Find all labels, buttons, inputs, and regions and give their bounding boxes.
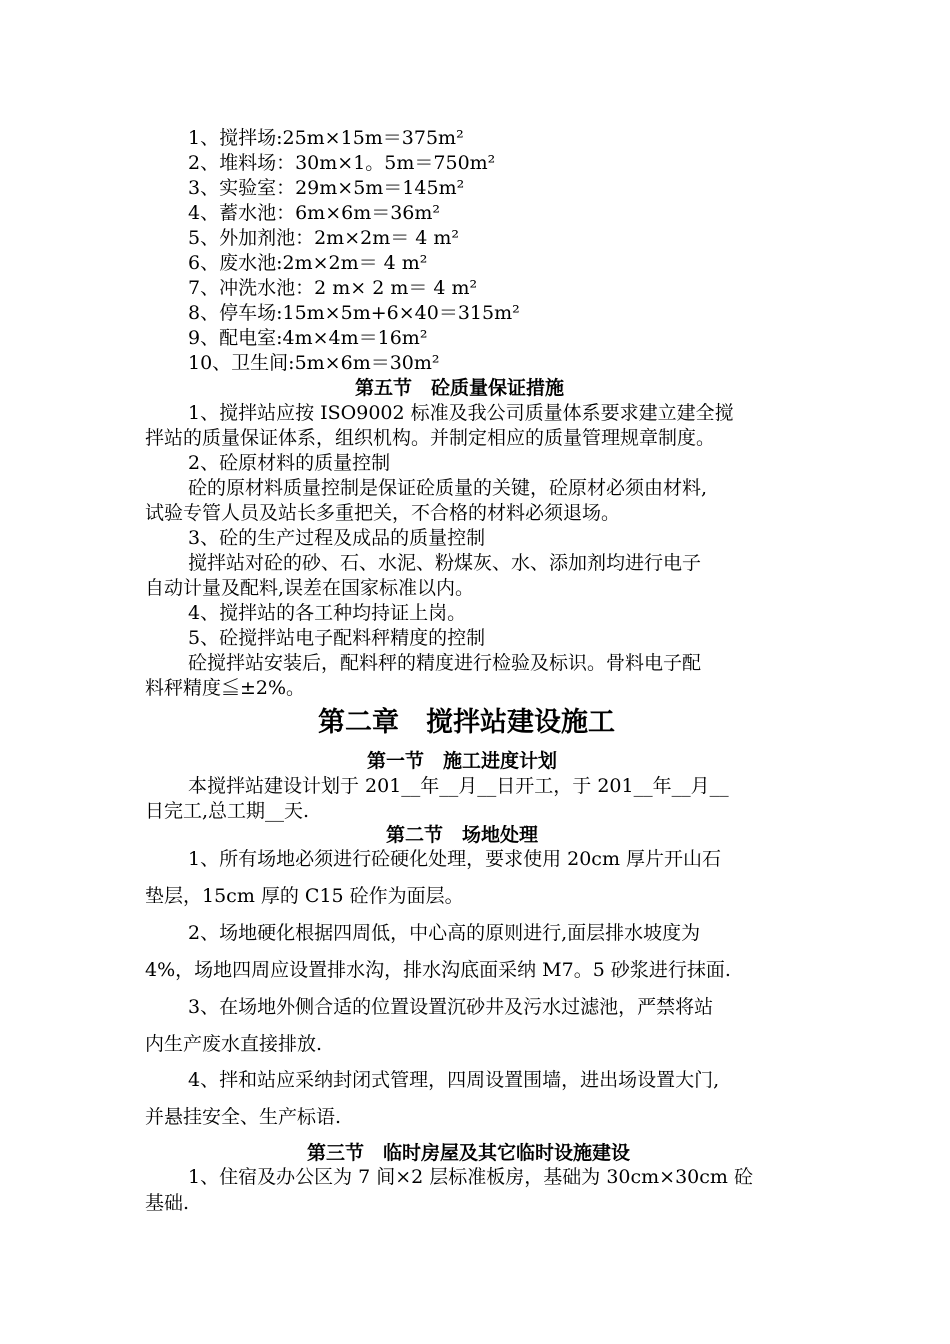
paragraph-line: 2、砼原材料的质量控制 <box>188 452 391 474</box>
paragraph-line: 1、搅拌站应按 ISO9002 标准及我公司质量体系要求建立建全搅 <box>188 402 734 424</box>
paragraph-line: 搅拌站对砼的砂、石、水泥、粉煤灰、水、添加剂均进行电子 <box>188 552 702 574</box>
paragraph-line: 日完工,总工期__天. <box>145 800 310 822</box>
list-item: 6、废水池:2m×2m＝ 4 m² <box>188 252 428 274</box>
list-item: 2、堆料场：30m×1。5m＝750m² <box>188 152 496 174</box>
paragraph-line: 1、住宿及办公区为 7 间×2 层标准板房，基础为 30cm×30cm 砼 <box>188 1166 753 1188</box>
list-item: 4、蓄水池：6m×6m＝36m² <box>188 202 441 224</box>
paragraph-line: 本搅拌站建设计划于 201__年__月__日开工，于 201__年__月__ <box>188 775 729 797</box>
paragraph-line: 并悬挂安全、生产标语. <box>145 1106 342 1128</box>
paragraph-line: 砼搅拌站安装后，配料秤的精度进行检验及标识。骨料电子配 <box>188 652 702 674</box>
paragraph-line: 3、砼的生产过程及成品的质量控制 <box>188 527 486 549</box>
list-item: 10、卫生间:5m×6m＝30m² <box>188 352 440 374</box>
paragraph-line: 基础. <box>145 1192 190 1214</box>
list-item: 5、外加剂池：2m×2m＝ 4 m² <box>188 227 460 249</box>
list-item: 9、配电室:4m×4m＝16m² <box>188 327 428 349</box>
paragraph-line: 砼的原材料质量控制是保证砼质量的关键，砼原材必须由材料, <box>188 477 708 499</box>
paragraph-line: 1、所有场地必须进行砼硬化处理，要求使用 20cm 厚片开山石 <box>188 848 722 870</box>
paragraph-line: 自动计量及配料,误差在国家标准以内。 <box>145 577 475 599</box>
paragraph-line: 拌站的质量保证体系，组织机构。并制定相应的质量管理规章制度。 <box>145 427 716 449</box>
section-title: 第二节 场地处理 <box>386 824 539 846</box>
chapter-title: 第二章 搅拌站建设施工 <box>318 707 615 738</box>
paragraph-line: 垫层，15cm 厚的 C15 砼作为面层。 <box>145 885 464 907</box>
section-title: 第五节 砼质量保证措施 <box>355 377 565 399</box>
paragraph-line: 5、砼搅拌站电子配料秤精度的控制 <box>188 627 486 649</box>
list-item: 7、冲洗水池：2 m× 2 m＝ 4 m² <box>188 277 478 299</box>
paragraph-line: 内生产废水直接排放. <box>145 1033 323 1055</box>
list-item: 1、搅拌场:25m×15m＝375m² <box>188 127 464 149</box>
list-item: 8、停车场:15m×5m+6×40＝315m² <box>188 302 520 324</box>
paragraph-line: 试验专管人员及站长多重把关，不合格的材料必须退场。 <box>145 502 621 524</box>
paragraph-line: 料秤精度≦±2%。 <box>145 677 306 699</box>
section-title: 第三节 临时房屋及其它临时设施建设 <box>307 1142 631 1164</box>
section-title: 第一节 施工进度计划 <box>367 750 558 772</box>
list-item: 3、实验室：29m×5m＝145m² <box>188 177 465 199</box>
paragraph-line: 4、拌和站应采纳封闭式管理，四周设置围墙，进出场设置大门, <box>188 1069 720 1091</box>
paragraph-line: 4、搅拌站的各工种均持证上岗。 <box>188 602 467 624</box>
paragraph-line: 2、场地硬化根据四周低，中心高的原则进行,面层排水坡度为 <box>188 922 701 944</box>
paragraph-line: 3、在场地外侧合适的位置设置沉砂井及污水过滤池，严禁将站 <box>188 996 714 1018</box>
paragraph-line: 4%，场地四周应设置排水沟，排水沟底面采纳 M7。5 砂浆进行抹面. <box>145 959 731 981</box>
